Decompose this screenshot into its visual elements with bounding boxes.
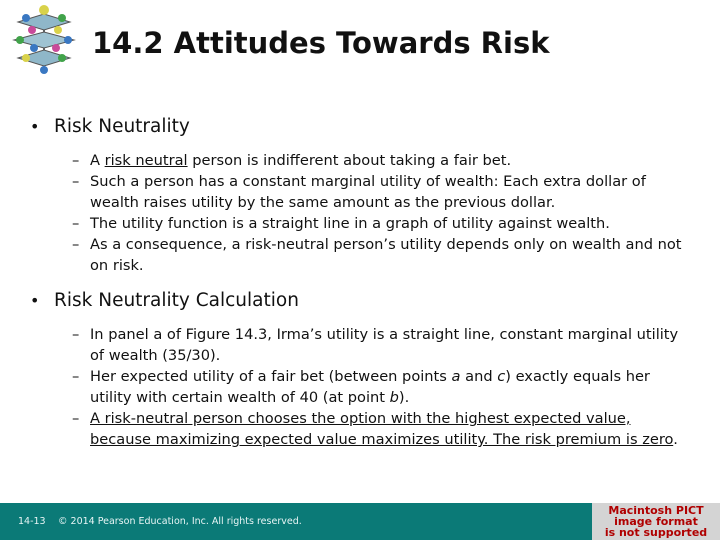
sub-item: – The utility function is a straight line in a graph of utility against wealth. — [72, 215, 610, 232]
bullet-dot-icon: • — [30, 291, 40, 310]
sub-item: – A risk-neutral person chooses the option with the highest expected value, because maximizing expected value maximizes utility. The risk premium is zero. — [72, 410, 678, 448]
sub-item: – A risk neutral person is indifferent about taking a fair bet. — [72, 152, 512, 169]
bullet-risk-neutrality — [30, 116, 690, 138]
sub-item: – As a consequence, a risk-neutral person’s utility depends only on wealth and not on risk. — [72, 236, 682, 274]
dash-icon: – — [72, 368, 80, 385]
slide-footer — [0, 503, 592, 540]
sub-item: – Such a person has a constant marginal utility of wealth: Each extra dollar of wealth raises utility by the same amount as the previous dollar. — [72, 173, 646, 211]
bullet-risk-neutrality-calculation — [30, 290, 690, 312]
dash-icon: – — [72, 236, 80, 253]
page-number: 14-13 — [18, 516, 46, 527]
bullet-heading: Risk Neutrality — [54, 116, 190, 137]
dash-icon: – — [72, 152, 80, 169]
sub-item: – Her expected utility of a fair bet (between points a and c) exactly equals her utility with certain wealth of 40 (at point b). — [72, 368, 650, 406]
unsupported-image-placeholder: Macintosh PICT image format is not supported — [592, 503, 720, 540]
bullet-dot-icon: • — [30, 117, 40, 136]
sub-item: – In panel a of Figure 14.3, Irma’s utility is a straight line, constant marginal utility of wealth (35/30). — [72, 326, 679, 364]
bullet-heading: Risk Neutrality Calculation — [54, 290, 299, 311]
slide-title: 14.2 Attitudes Towards Risk — [92, 26, 550, 60]
copyright-text: © 2014 Pearson Education, Inc. All rights reserved. — [58, 516, 302, 527]
risk-neutral-link[interactable]: risk neutral — [104, 152, 188, 169]
dash-icon: – — [72, 326, 80, 343]
dash-icon: – — [72, 173, 80, 190]
sub-list — [72, 324, 690, 450]
risk-premium-link[interactable]: A risk-neutral person chooses the option with the highest expected value, because maximizing expected value maximizes utility. The risk premium is zero — [90, 410, 674, 448]
dash-icon: – — [72, 215, 80, 232]
dash-icon: – — [72, 410, 80, 427]
slide-content — [30, 116, 690, 464]
molecule-logo-icon — [4, 2, 84, 76]
sub-list — [72, 150, 690, 276]
